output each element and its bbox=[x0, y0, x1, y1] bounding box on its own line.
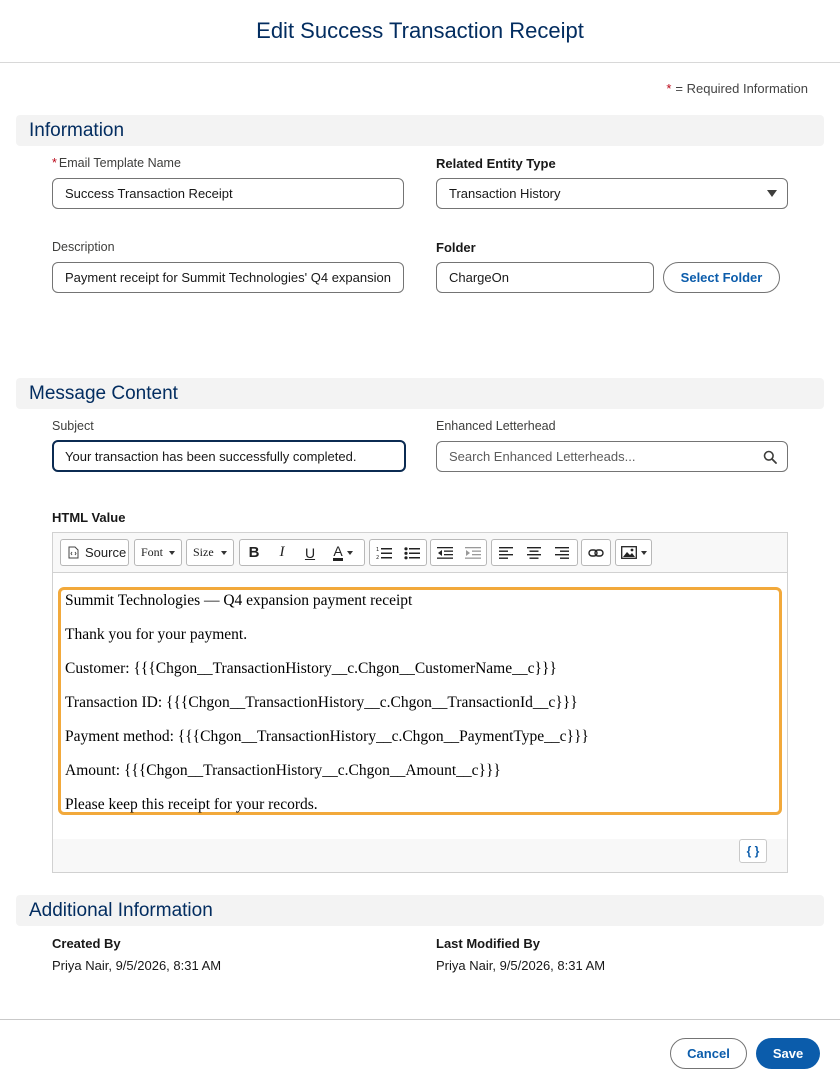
modal-title: Edit Success Transaction Receipt bbox=[256, 18, 584, 43]
font-combo[interactable]: Font bbox=[134, 539, 182, 566]
select-folder-button[interactable]: Select Folder bbox=[663, 262, 780, 293]
letterhead-label: Enhanced Letterhead bbox=[436, 419, 556, 433]
section-title-message-content: Message Content bbox=[29, 382, 178, 404]
merge-field-button[interactable]: { } bbox=[739, 839, 767, 863]
html-editor bbox=[52, 532, 788, 873]
save-button[interactable]: Save bbox=[756, 1038, 820, 1069]
required-info-legend bbox=[666, 81, 808, 96]
list-group bbox=[369, 539, 427, 566]
description-input[interactable]: Payment receipt for Summit Technologies' Q4 expansion bbox=[52, 262, 404, 293]
body-line: Transaction ID: {{{Chgon__TransactionHistory__c.Chgon__TransactionId__c}}} bbox=[65, 694, 578, 711]
align-left-icon[interactable] bbox=[499, 547, 513, 559]
source-button[interactable]: Source bbox=[60, 539, 129, 566]
created-by-label: Created By bbox=[52, 936, 121, 951]
source-document-icon bbox=[68, 546, 79, 559]
section-title-information: Information bbox=[29, 119, 125, 141]
body-line: Summit Technologies — Q4 expansion payment receipt bbox=[65, 592, 413, 609]
italic-icon[interactable]: I bbox=[279, 544, 285, 560]
folder-input[interactable]: ChargeOn bbox=[436, 262, 654, 293]
section-message-content[interactable] bbox=[16, 378, 824, 409]
indent-group bbox=[430, 539, 487, 566]
section-additional-information[interactable] bbox=[16, 895, 824, 926]
body-line: Customer: {{{Chgon__TransactionHistory__c.Chgon__CustomerName__c}}} bbox=[65, 660, 557, 677]
body-line: Amount: {{{Chgon__TransactionHistory__c.Chgon__Amount__c}}} bbox=[65, 762, 501, 779]
svg-text:1: 1 bbox=[376, 546, 380, 553]
section-title-additional-information: Additional Information bbox=[29, 899, 213, 921]
email-body[interactable] bbox=[58, 587, 782, 815]
section-information[interactable] bbox=[16, 115, 824, 146]
required-info-text: = Required Information bbox=[675, 81, 808, 96]
modified-by-label: Last Modified By bbox=[436, 936, 541, 951]
modal-header bbox=[0, 0, 840, 63]
body-line: Thank you for your payment. bbox=[65, 626, 248, 643]
folder-label: Folder bbox=[436, 240, 476, 255]
alignment-group bbox=[491, 539, 578, 566]
chevron-down-icon bbox=[641, 551, 647, 555]
required-marker: * bbox=[52, 156, 57, 170]
bold-icon[interactable]: B bbox=[248, 544, 260, 561]
cancel-button[interactable]: Cancel bbox=[670, 1038, 747, 1069]
subject-label: Subject bbox=[52, 419, 94, 433]
template-name-input[interactable]: Success Transaction Receipt bbox=[52, 178, 404, 209]
editor-toolbar bbox=[53, 533, 787, 573]
image-button[interactable] bbox=[615, 539, 652, 566]
created-by-value: Priya Nair, 9/5/2026, 8:31 AM bbox=[52, 958, 222, 973]
body-line: Payment method: {{{Chgon__TransactionHistory__c.Chgon__PaymentType__c}}} bbox=[65, 728, 589, 745]
entity-type-select[interactable]: Transaction History bbox=[436, 178, 788, 209]
entity-type-label: Related Entity Type bbox=[436, 156, 556, 171]
subject-input[interactable]: Your transaction has been successfully completed. bbox=[52, 440, 406, 472]
size-combo[interactable]: Size bbox=[186, 539, 234, 566]
chevron-down-icon bbox=[767, 190, 777, 197]
align-right-icon[interactable] bbox=[555, 547, 569, 559]
description-label: Description bbox=[52, 240, 115, 254]
search-icon bbox=[763, 450, 777, 464]
align-center-icon[interactable] bbox=[527, 547, 541, 559]
letterhead-search-input[interactable]: Search Enhanced Letterheads... bbox=[436, 441, 788, 472]
required-marker: * bbox=[666, 81, 672, 96]
body-line: Please keep this receipt for your records. bbox=[65, 796, 318, 813]
template-name-label: * Email Template Name bbox=[52, 156, 181, 170]
chevron-down-icon bbox=[221, 551, 227, 555]
outdent-icon[interactable] bbox=[437, 546, 453, 560]
editor-content-area[interactable] bbox=[53, 573, 787, 839]
chevron-down-icon bbox=[169, 551, 175, 555]
link-button[interactable] bbox=[581, 539, 611, 566]
numbered-list-icon[interactable] bbox=[376, 546, 392, 560]
link-icon bbox=[588, 548, 604, 558]
indent-icon[interactable] bbox=[465, 546, 481, 560]
modified-by-value: Priya Nair, 9/5/2026, 8:31 AM bbox=[436, 958, 606, 973]
text-format-group bbox=[239, 539, 365, 566]
image-icon bbox=[621, 546, 637, 559]
bulleted-list-icon[interactable] bbox=[404, 546, 420, 560]
underline-icon[interactable]: U bbox=[304, 544, 316, 561]
modal-footer bbox=[0, 1019, 840, 1085]
svg-text:2: 2 bbox=[376, 554, 380, 560]
html-value-label: HTML Value bbox=[52, 510, 126, 525]
text-color-icon[interactable]: A bbox=[324, 540, 362, 565]
